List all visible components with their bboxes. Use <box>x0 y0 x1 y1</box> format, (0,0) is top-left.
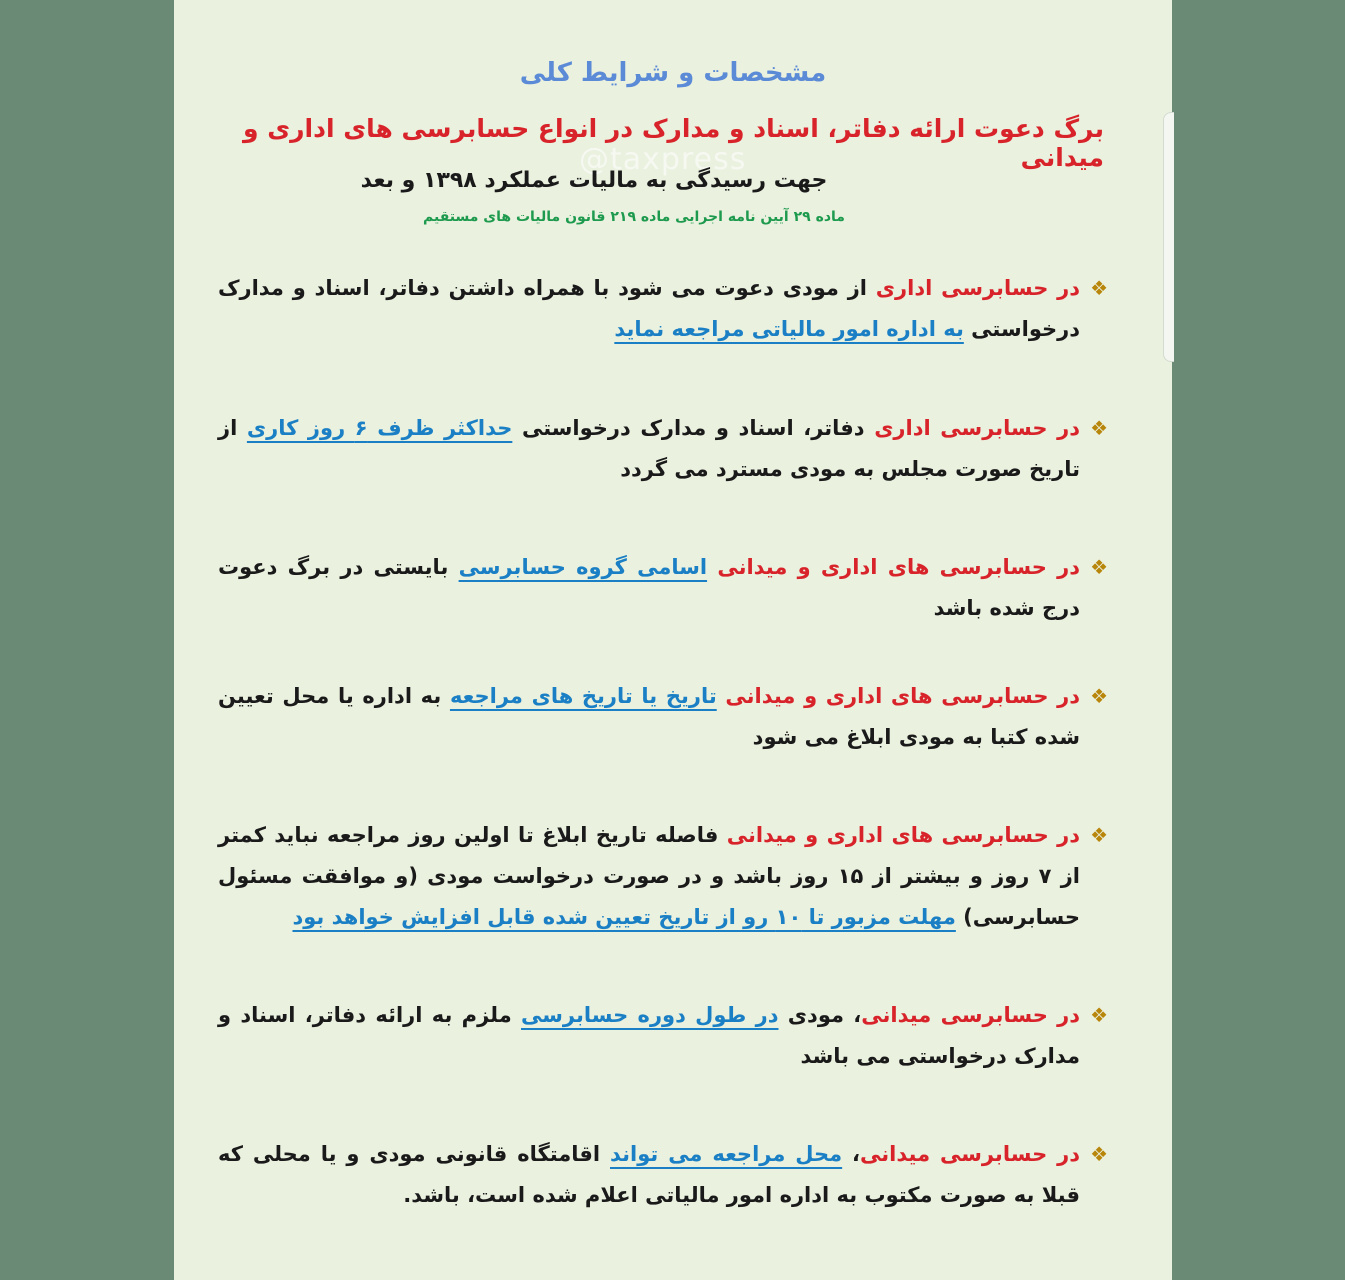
document-page <box>174 0 1172 1280</box>
diamond-bullet-icon: ❖ <box>1090 276 1108 300</box>
item-highlight: اسامی گروه حسابرسی <box>458 555 708 579</box>
item-lead: در حسابرسی میدانی <box>861 1003 1080 1027</box>
item-text: ، <box>842 1142 861 1166</box>
item-highlight: مهلت مزبور تا ۱۰ رو از تاریخ تعیین شده قابل افزایش خواهد بود <box>292 905 956 929</box>
item-text: اقامتگاه قانونی مودی و یا محلی که قبلا به صورت مکتوب به اداره امور مالیاتی اعلام شده است، باشد. <box>218 1142 1080 1207</box>
item-highlight: به اداره امور مالیاتی مراجعه نماید <box>614 317 964 341</box>
item-text: فاصله تاریخ ابلاغ تا اولین روز مراجعه نباید کمتر از ۷ روز و بیشتر از ۱۵ روز باشد و در صورت درخواست مودی (و موافقت مسئول حسابرسی) <box>218 823 1080 929</box>
diamond-bullet-icon: ❖ <box>1090 1142 1108 1166</box>
list-item <box>218 815 1108 938</box>
diamond-bullet-icon: ❖ <box>1090 823 1108 847</box>
item-highlight: حداکثر ظرف ۶ روز کاری <box>246 416 513 440</box>
scroll-handle[interactable] <box>1163 112 1174 362</box>
diamond-bullet-icon: ❖ <box>1090 1003 1108 1027</box>
page-title: مشخصات و شرایط کلی <box>519 58 827 88</box>
diamond-bullet-icon: ❖ <box>1090 555 1108 579</box>
item-text: به اداره یا محل تعیین شده کتبا به مودی ابلاغ می شود <box>218 684 1080 749</box>
legal-reference: ماده ۲۹ آیین نامه اجرایی ماده ۲۱۹ قانون مالیات های مستقیم <box>423 209 845 225</box>
item-text: از تاریخ صورت مجلس به مودی مسترد می گردد <box>218 416 1080 481</box>
list-item <box>218 995 1108 1077</box>
item-lead: در حسابرسی اداری <box>874 416 1080 440</box>
watermark: @taxpress <box>579 142 747 177</box>
item-highlight: محل مراجعه می تواند <box>610 1142 843 1166</box>
list-item <box>218 268 1108 350</box>
list-item <box>218 408 1108 490</box>
item-lead: در حسابرسی های اداری و میدانی <box>725 684 1080 708</box>
item-text: ، مودی <box>778 1003 862 1027</box>
diamond-bullet-icon: ❖ <box>1090 416 1108 440</box>
item-text: دفاتر، اسناد و مدارک درخواستی <box>512 416 875 440</box>
list-item <box>218 1134 1108 1216</box>
item-highlight: در طول دوره حسابرسی <box>521 1003 779 1027</box>
list-item <box>218 547 1108 629</box>
item-lead: در حسابرسی میدانی <box>860 1142 1080 1166</box>
item-lead: در حسابرسی های اداری و میدانی <box>726 823 1080 847</box>
item-lead: در حسابرسی های اداری و میدانی <box>717 555 1081 579</box>
scope-line: جهت رسیدگی به مالیات عملکرد ۱۳۹۸ و بعد <box>360 168 828 193</box>
item-highlight: تاریخ یا تاریخ های مراجعه <box>449 684 717 708</box>
item-text: ملزم به ارائه دفاتر، اسناد و مدارک درخواستی می باشد <box>218 1003 1080 1068</box>
item-lead: در حسابرسی اداری <box>875 276 1080 300</box>
diamond-bullet-icon: ❖ <box>1090 684 1108 708</box>
item-text: از مودی دعوت می شود با همراه داشتن دفاتر، اسناد و مدارک درخواستی <box>218 276 1080 341</box>
item-text: بایستی در برگ دعوت درج شده باشد <box>218 555 1080 620</box>
item-text <box>707 555 717 579</box>
list-item <box>218 676 1108 758</box>
document-subtitle: برگ دعوت ارائه دفاتر، اسناد و مدارک در انواع حسابرسی های اداری و میدانی <box>243 114 1104 172</box>
